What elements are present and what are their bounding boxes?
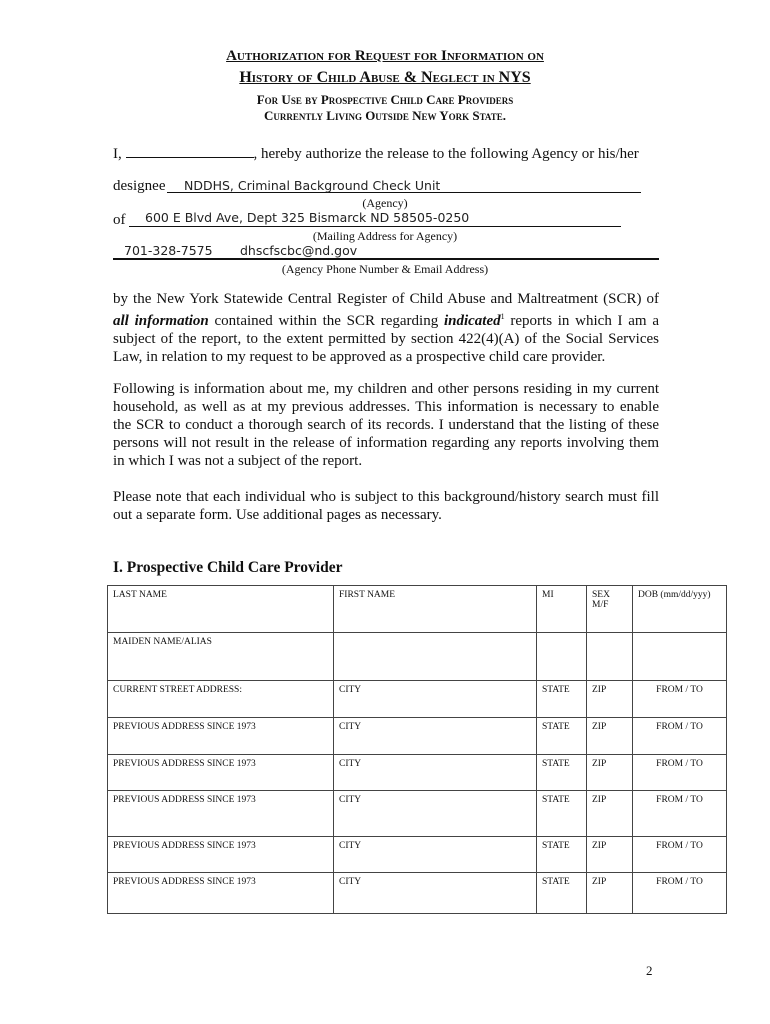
from-to-cell[interactable]: FROM / TO xyxy=(633,873,727,914)
agency-field[interactable]: NDDHS, Criminal Background Check Unit xyxy=(184,178,441,193)
zip-cell[interactable]: ZIP xyxy=(587,681,633,718)
authorize-prefix: I, xyxy=(113,146,122,162)
phone-email-underline xyxy=(113,258,659,260)
authorize-suffix: , hereby authorize the release to the following Agency or his/her xyxy=(253,146,639,162)
provider-info-table xyxy=(107,585,727,914)
previous-address-cell[interactable]: PREVIOUS ADDRESS SINCE 1973 xyxy=(108,718,334,755)
table-row xyxy=(108,718,727,755)
sex-cell[interactable]: SEX M/F xyxy=(587,586,633,633)
of-label: of xyxy=(113,212,126,228)
zip-cell[interactable]: ZIP xyxy=(587,791,633,837)
previous-address-cell[interactable]: PREVIOUS ADDRESS SINCE 1973 xyxy=(108,791,334,837)
from-to-cell[interactable]: FROM / TO xyxy=(633,718,727,755)
name-blank-field[interactable] xyxy=(126,143,254,158)
zip-cell[interactable]: ZIP xyxy=(587,873,633,914)
designee-label: designee xyxy=(113,178,166,194)
agency-phone-field[interactable]: 701-328-7575 xyxy=(124,243,213,258)
mi-cell[interactable]: MI xyxy=(537,586,587,633)
table-row xyxy=(108,755,727,791)
state-cell[interactable]: STATE xyxy=(537,718,587,755)
state-cell[interactable]: STATE xyxy=(537,755,587,791)
zip-cell[interactable]: ZIP xyxy=(587,837,633,873)
zip-cell[interactable]: ZIP xyxy=(587,718,633,755)
from-to-cell[interactable]: FROM / TO xyxy=(633,791,727,837)
empty-cell[interactable] xyxy=(587,633,633,681)
city-cell[interactable]: CITY xyxy=(334,681,537,718)
agency-caption: (Agency) xyxy=(362,196,408,210)
empty-cell[interactable] xyxy=(633,633,727,681)
table-row xyxy=(108,873,727,914)
release-paragraph xyxy=(113,290,659,366)
dob-cell[interactable]: DOB (mm/dd/yyy) xyxy=(633,586,727,633)
mailing-address-field[interactable]: 600 E Blvd Ave, Dept 325 Bismarck ND 58505-0250 xyxy=(145,210,470,225)
table-row xyxy=(108,633,727,681)
page-number: 2 xyxy=(646,963,653,978)
all-information-emphasis: all information xyxy=(113,313,209,329)
city-cell[interactable]: CITY xyxy=(334,755,537,791)
authorize-line xyxy=(113,143,639,163)
empty-cell[interactable] xyxy=(334,633,537,681)
from-to-cell[interactable]: FROM / TO xyxy=(633,681,727,718)
separate-form-paragraph: Please note that each individual who is subject to this background/history search must fill out a separate form. Use additional pages as necessary. xyxy=(113,489,659,523)
subtitle-line-2: Currently Living Outside New York State. xyxy=(263,108,507,123)
table-row xyxy=(108,791,727,837)
table-row xyxy=(108,837,727,873)
title-line-2: History of Child Abuse & Neglect in NYS xyxy=(239,69,531,86)
last-name-cell[interactable]: LAST NAME xyxy=(108,586,334,633)
footnote-marker: 1 xyxy=(500,312,505,321)
city-cell[interactable]: CITY xyxy=(334,873,537,914)
title-line-1: Authorization for Request for Information on xyxy=(226,48,544,64)
city-cell[interactable]: CITY xyxy=(334,837,537,873)
previous-address-cell[interactable]: PREVIOUS ADDRESS SINCE 1973 xyxy=(108,755,334,791)
previous-address-cell[interactable]: PREVIOUS ADDRESS SINCE 1973 xyxy=(108,837,334,873)
state-cell[interactable]: STATE xyxy=(537,681,587,718)
subtitle-line-1: For Use by Prospective Child Care Providers xyxy=(256,92,514,107)
previous-address-cell[interactable]: PREVIOUS ADDRESS SINCE 1973 xyxy=(108,873,334,914)
phone-email-caption: (Agency Phone Number & Email Address) xyxy=(281,262,489,276)
indicated-emphasis: indicated xyxy=(443,313,501,329)
state-cell[interactable]: STATE xyxy=(537,873,587,914)
current-address-cell[interactable]: CURRENT STREET ADDRESS: xyxy=(108,681,334,718)
household-paragraph: Following is information about me, my children and other persons residing in my current household, as well as at my previous addresses. This information is necessary to enable the SCR to conduct a thorough search of its records. I understand that the listing of these persons will not result in the release of information regarding any reports involving them in which I was not a subject of the report. xyxy=(113,381,659,469)
address-caption: (Mailing Address for Agency) xyxy=(312,229,458,243)
state-cell[interactable]: STATE xyxy=(537,837,587,873)
from-to-cell[interactable]: FROM / TO xyxy=(633,755,727,791)
city-cell[interactable]: CITY xyxy=(334,718,537,755)
release-text-c: reports in which I am a subject of the report, to the extent permitted by section 422(4)(A) of the Social Services Law, in relation to my request to be approved as a prospective child care provider. xyxy=(113,313,659,365)
city-cell[interactable]: CITY xyxy=(334,791,537,837)
release-text-b: contained within the SCR regarding xyxy=(208,313,444,329)
from-to-cell[interactable]: FROM / TO xyxy=(633,837,727,873)
state-cell[interactable]: STATE xyxy=(537,791,587,837)
release-text-a: by the New York Statewide Central Register of Child Abuse and Maltreatment (SCR) of xyxy=(113,291,659,307)
table-row xyxy=(108,586,727,633)
section-heading: I. Prospective Child Care Provider xyxy=(113,559,343,576)
empty-cell[interactable] xyxy=(537,633,587,681)
address-underline xyxy=(129,226,621,227)
first-name-cell[interactable]: FIRST NAME xyxy=(334,586,537,633)
zip-cell[interactable]: ZIP xyxy=(587,755,633,791)
agency-email-field[interactable]: dhscfscbc@nd.gov xyxy=(240,243,358,258)
table-row xyxy=(108,681,727,718)
maiden-name-cell[interactable]: MAIDEN NAME/ALIAS xyxy=(108,633,334,681)
